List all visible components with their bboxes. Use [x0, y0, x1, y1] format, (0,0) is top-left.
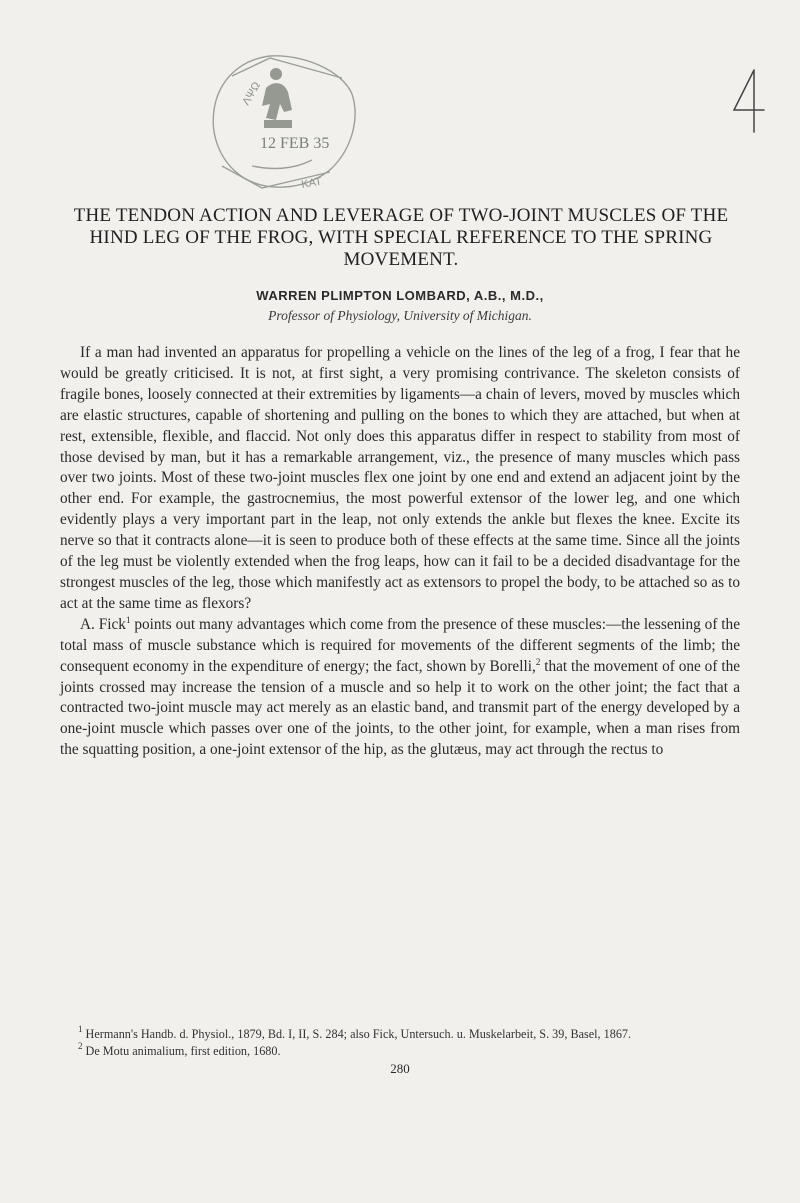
footnote-1: $^1$ Hermann's Handb. d. Physiol., 1879, Bd. I, II, S. 284; also Fick, Untersuch. u. Muskelarbeit, S. 39, Basel, 1867. [78, 1024, 632, 1041]
footnote-2: $^2$ De Motu animalium, first edition, 1680. [78, 1040, 281, 1058]
author-affiliation: Professor of Physiology, University of Michigan. [268, 308, 532, 323]
stamp-date: 12 FEB 35 [260, 135, 330, 152]
paragraph-2-text: that the movement of one of the joints crossed may increase the tension of a muscle and so help it to work on the other joint; the fact that a contracted two-joint muscle may act merely as an elastic band, and transmit part of the energy developed by a one-joint muscle which passes over one of the joints, to the other joint, for example, when a man rises from the squatting position, a one-joint extensor of the hip, as the glutæus, may act through the rectus to [60, 657, 741, 759]
svg-text:ΚΑΤ: ΚΑΤ [300, 175, 323, 191]
footnote-ref-2: 2 [535, 656, 541, 667]
svg-text:ΛΨΩ: ΛΨΩ [240, 80, 263, 108]
article-title: THE TENDON ACTION AND LEVERAGE OF TWO-JOINT MUSCLES OF THE HIND LEG OF THE FROG, WITH SPECIAL REFERENCE TO THE SPRING MOVEMENT. [73, 205, 729, 270]
handwritten-page-number [728, 66, 768, 136]
paragraph-2 [60, 615, 740, 761]
page-number: 280 [390, 1061, 410, 1076]
footnote-ref-1: 1 [125, 614, 131, 625]
footnotes [60, 1026, 740, 1059]
paragraph-2-text: A. Fick [80, 615, 126, 633]
paragraph-2-text: points out many advantages which come from the presence of these muscles:—the lessening of the total mass of muscle substance which is required for movements of the different segments of the limb; the consequent economy in the expenditure of energy; the fact, shown by Borelli, [60, 615, 740, 675]
author-name: WARREN PLIMPTON LOMBARD, A.B., M.D., [256, 288, 544, 303]
paragraph-1: If a man had invented an apparatus for propelling a vehicle on the lines of the leg of a frog, I fear that he would be greatly criticised. It is not, at first sight, a very promising contrivance. The skeleton consists of fragile bones, loosely connected at their extremities by ligaments—a chain of levers, moved by muscles which are elastic structures, capable of shortening and pulling on the bones to which they are attached, but when at rest, extensible, flexible, and flaccid. Not only does this apparatus differ in respect to stability from most of those devised by man, but it has a remarkable arrangement, viz., the presence of many muscles which pass over two joints. Most of these two-joint muscles flex one joint by one end and extend an adjacent joint by the other end. For example, the gastrocnemius, the most powerful extensor of the lower leg, and one which evidently plays a very important part in the leap, not only extends the ankle but flexes the knee. Excite its nerve so that it contracts alone—it is seen to produce both of these effects at the same time. Since all the joints of the leg must be violently extended when the frog leaps, how can it fail to be a decided disadvantage for the strongest muscles of the leg, those which manifestly act as extensors to propel the body, to be attached so as to act at the same time as flexors? [60, 344, 740, 612]
library-stamp [192, 48, 367, 198]
article-body [60, 343, 740, 761]
